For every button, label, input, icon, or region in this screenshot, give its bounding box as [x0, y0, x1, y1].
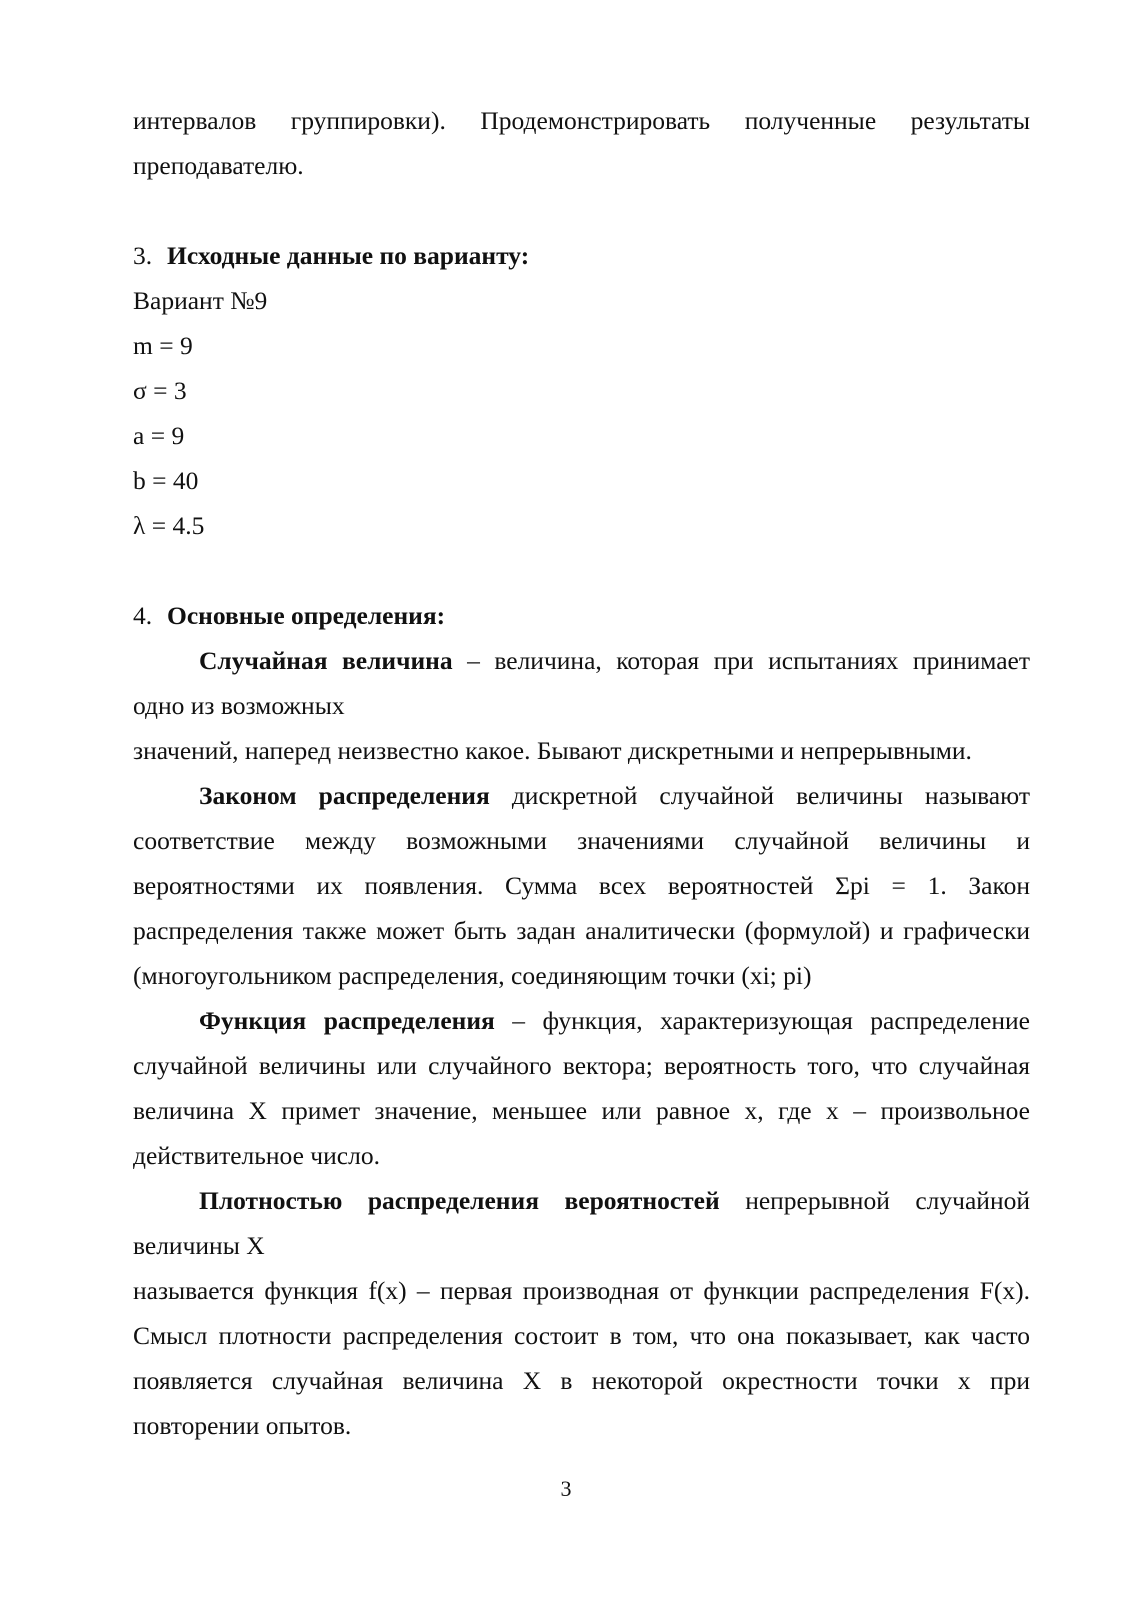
definition-text-line: значений, наперед неизвестно какое. Бывают дискретными и непрерывными. [133, 736, 972, 765]
definition-text: называется функция f(x) – первая производная от функции распределения F(x). Смысл плотности распределения состоит в том, что она показывает, как часто появляется случайная величина X в некоторой окрестности точки x при повторении опытов. [133, 1276, 1030, 1440]
section-4-heading [133, 593, 1030, 638]
param-sigma: σ = 3 [133, 376, 187, 405]
definition-random-variable [133, 638, 1030, 683]
variant-label: Вариант №9 [133, 286, 268, 315]
definition-text: – функция, характеризующая распределение случайной величины или случайного вектора; вероятность того, что случайная величина X примет значение, меньшее или равное x, где x – произвольное действительное число. [133, 1006, 1030, 1170]
spacer [133, 188, 1030, 233]
definition-probability-density [133, 1178, 1030, 1223]
page-number: 3 [560, 1476, 572, 1501]
param-lambda: λ = 4.5 [133, 511, 205, 540]
param-m: m = 9 [133, 331, 193, 360]
term-distribution-law: Законом распределения [199, 781, 490, 810]
definition-text: непрерывной случайной [719, 1186, 1030, 1215]
intro-line-2: преподавателю. [133, 151, 304, 180]
intro-line-1: интервалов группировки). Продемонстрировать полученные результаты [133, 106, 1030, 135]
definition-distribution-law [133, 773, 1030, 998]
section-3-heading [133, 233, 1030, 278]
section-4-title: Основные определения: [167, 601, 446, 630]
term-distribution-function: Функция распределения [199, 1006, 495, 1035]
term-random-variable: Случайная величина [199, 646, 453, 675]
definition-distribution-function [133, 998, 1030, 1178]
document-page [133, 98, 1030, 1448]
definition-text-line: одно из возможных [133, 691, 345, 720]
param-b: b = 40 [133, 466, 199, 495]
param-a: a = 9 [133, 421, 185, 450]
section-4-number: 4. [133, 601, 153, 630]
definition-text-line: величины X [133, 1231, 265, 1260]
spacer [133, 548, 1030, 593]
definition-text: дискретной случайной величины называют соответствие между возможными значениями случайной величины и вероятностями их появления. Сумма всех вероятностей Σpi = 1. Закон распределения также может быть задан аналитически (формулой) и графически (многоугольником распределения, соединяющим точки (xi; pi) [133, 781, 1030, 990]
definition-text: – величина, которая при испытаниях принимает [452, 646, 1031, 675]
section-3-title: Исходные данные по варианту: [167, 241, 530, 270]
section-3-number: 3. [133, 241, 153, 270]
term-probability-density: Плотностью распределения вероятностей [199, 1186, 720, 1215]
